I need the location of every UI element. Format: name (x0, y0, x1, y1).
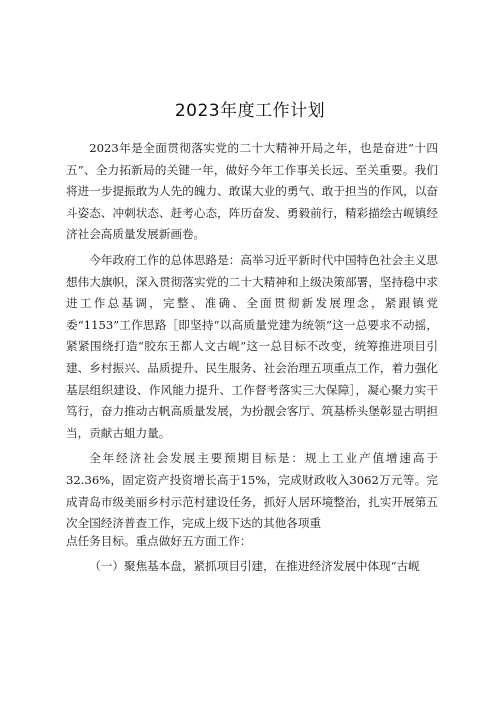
paragraph-section-one: （一）聚焦基本盘，紧抓项目引建，在推进经济发展中体现“古岘 (89, 559, 420, 574)
document-body (66, 138, 438, 582)
paragraph-targets: 全年经济社会发展主要预期目标是：规上工业产值增速高于32.36%，固定资产投资增长高于15%，完成财政收入3062万元等。完成青岛市级美丽乡村示范村建设任务，抓好人居环境整治，扎实开展第五次全国经济普查工作，完成上级下达的其他各项重 (66, 451, 438, 531)
document-title: 2023年度工作计划 (174, 101, 326, 121)
paragraph-overall-approach: 今年政府工作的总体思路是：高举习近平新时代中国特色社会主义思想伟大旗帜，深入贯彻落实党的二十大精神和上级决策部署，坚持稳中求进工作总基调，完整、准确、全面贯彻新发展理念，紧跟镇党委“1153”工作思路［即坚持“以高质量党建为统领”这一总要求不动摇，紧紧围绕打造“胶东王都人文古岘”这一总目标不改变，统筹推进项目引建、乡村振兴、品质提升、民生服务、社会治理五项重点工作，着力强化基层组织建设、作风能力提升、工作督考落实三大保障］，凝心聚力实干笃行，奋力推动古帆高质量发展，为扮靓会客厅、筑基桥头堡彰显古明担当，贡献古蛆力量。 (66, 252, 438, 440)
paragraph-targets-continued: 点任务目标。重点做好五方面工作： (66, 533, 252, 548)
paragraph-intro: 2023年是全面贯彻落实党的二十大精神开局之年，也是奋进“十四五”、全力拓新局的关键一年，做好今年工作事关长远、至关重要。我们将进一步提振敢为人先的魄力、敢谋大业的勇气、敢于担当的作风，以奋斗姿态、冲刺状态、赶考心态，阵历奋发、勇毅前行，精彩描绘古岘镇经济社会高质量发展新画卷。 (66, 141, 438, 242)
